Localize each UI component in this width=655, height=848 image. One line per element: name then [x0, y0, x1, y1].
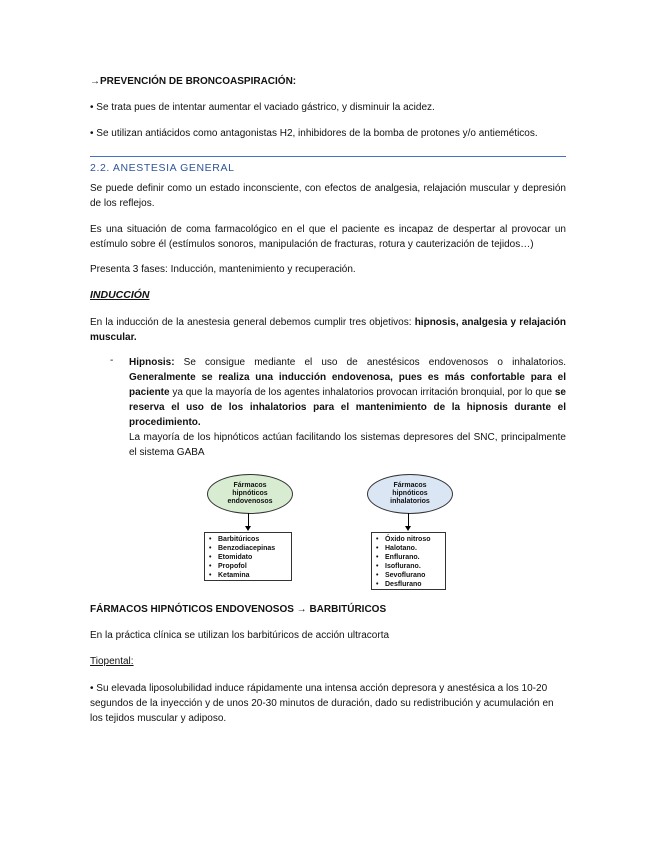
- arrowhead-right: [405, 526, 411, 531]
- hipnosis-text: Hipnosis: Se consigue mediante el uso de anestésicos endovenosos o inhalatorios. Generalmente se realiza una inducción endovenosa, pues es más confortable para el paciente ya que la mayoría de los agentes inhalatorios provocan irritación bronquial, por lo que se reserva el uso de los inhalatorios para el mantenimiento de la hipnosis durante el procedimiento.: [129, 357, 566, 428]
- anestesia-para-3: Presenta 3 fases: Inducción, mantenimiento y recuperación.: [90, 264, 356, 275]
- drug-item: • Etomidato: [209, 553, 287, 562]
- arrowhead-left: [245, 526, 251, 531]
- tiopental-bullet: • Su elevada liposolubilidad induce rápidamente una intensa acción depresora y anestésica a los 10-20 segundos de la inyección y de unos 20-30 minutos de duración, dado su redistribución y acumulación en los tejidos muscular y adiposo.: [90, 683, 554, 724]
- hipnosis-item: [129, 355, 566, 460]
- drug-item: • Ketamina: [209, 571, 287, 580]
- induccion-intro: En la inducción de la anestesia general debemos cumplir tres objetivos: hipnosis, analgesia y relajación muscular.: [90, 317, 566, 343]
- broncoaspiracion-bullet-2: • Se utilizan antiácidos como antagonistas H2, inhibidores de la bomba de protones y/o antieméticos.: [90, 128, 538, 139]
- box-endovenosos: [204, 532, 292, 581]
- drug-item: • Enflurano.: [376, 553, 441, 562]
- hipnosis-para-2: La mayoría de los hipnóticos actúan facilitando los sistemas depresores del SNC, principalmente el sistema GABA: [129, 432, 566, 458]
- drug-item: • Halotano.: [376, 544, 441, 553]
- farmacos-para-1: En la práctica clínica se utilizan los barbitúricos de acción ultracorta: [90, 630, 390, 641]
- anestesia-para-2: Es una situación de coma farmacológico en el que el paciente es incapaz de despertar al provocar un estímulo sobre él (estímulos sonoros, manipulación de fracturas, rotura y cauterización de tejidos…): [90, 224, 566, 250]
- hypnotics-diagram: [90, 470, 566, 590]
- oval-endovenosos: Fármacos hipnóticos endovenosos: [207, 474, 293, 514]
- arrow-right: [408, 513, 409, 527]
- drug-item: • Óxido nitroso: [376, 535, 441, 544]
- oval-inhalatorios: Fármacos hipnóticos inhalatorios: [367, 474, 453, 514]
- drug-item: • Propofol: [209, 562, 287, 571]
- anestesia-para-1: Se puede definir como un estado inconsciente, con efectos de analgesia, relajación muscular y depresión de los reflejos.: [90, 183, 566, 209]
- tiopental-label: Tiopental:: [90, 656, 134, 667]
- list-dash: -: [110, 355, 114, 366]
- section-heading-anestesia-general: 2.2. ANESTESIA GENERAL: [90, 162, 235, 174]
- broncoaspiracion-heading: →PREVENCIÓN DE BRONCOASPIRACIÓN:: [90, 76, 297, 87]
- induccion-title: INDUCCIÓN: [90, 289, 150, 301]
- box-inhalatorios: [371, 532, 446, 590]
- drug-item: • Sevoflurano: [376, 571, 441, 580]
- arrow-left: [248, 513, 249, 527]
- drug-item: • Barbitúricos: [209, 535, 287, 544]
- section-rule: [90, 156, 566, 157]
- drug-item: • Benzodiacepinas: [209, 544, 287, 553]
- drug-item: • Desflurano: [376, 580, 441, 589]
- broncoaspiracion-bullet-1: • Se trata pues de intentar aumentar el vaciado gástrico, y disminuir la acidez.: [90, 102, 435, 113]
- drug-item: • Isoflurano.: [376, 562, 441, 571]
- farmacos-heading: FÁRMACOS HIPNÓTICOS ENDOVENOSOS → BARBITÚRICOS: [90, 604, 387, 615]
